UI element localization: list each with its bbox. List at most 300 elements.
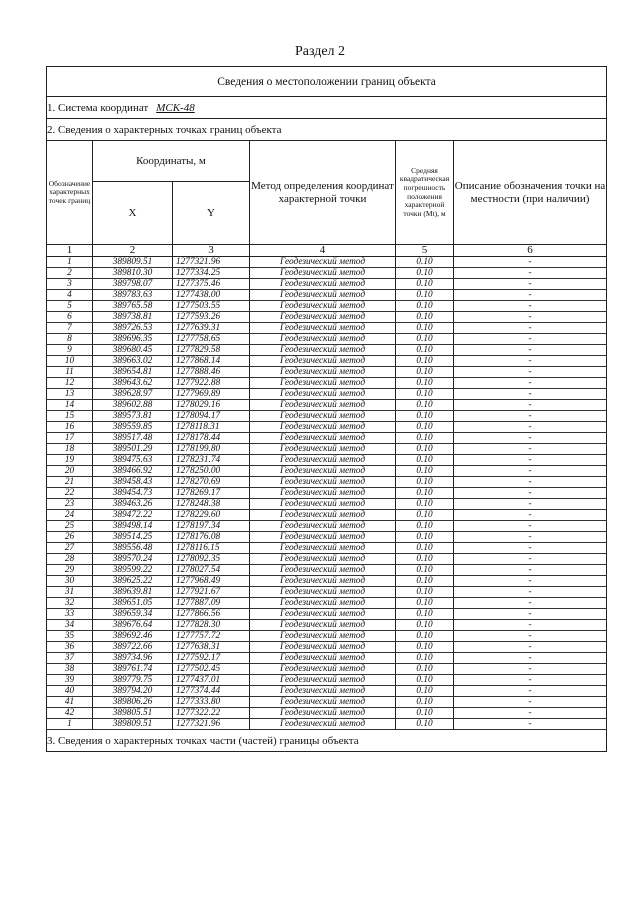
- point-method: Геодезический метод: [250, 598, 396, 609]
- point-method: Геодезический метод: [250, 664, 396, 675]
- point-mean-error: 0.10: [396, 675, 454, 686]
- table-row: [47, 488, 607, 499]
- point-mean-error: 0.10: [396, 301, 454, 312]
- part-section-row: [47, 730, 607, 752]
- point-x: 389472.22: [93, 510, 173, 521]
- point-number: 29: [47, 565, 93, 576]
- point-mean-error: 0.10: [396, 521, 454, 532]
- point-description: -: [454, 675, 607, 686]
- column-number: 5: [396, 245, 454, 257]
- column-numbers-row: [47, 245, 607, 257]
- header-point-designation: Обозначение характерных точек границ: [47, 141, 93, 245]
- point-description: -: [454, 367, 607, 378]
- point-description: -: [454, 312, 607, 323]
- point-method: Геодезический метод: [250, 378, 396, 389]
- point-number: 20: [47, 466, 93, 477]
- point-mean-error: 0.10: [396, 609, 454, 620]
- point-y: 1277829.58: [173, 345, 250, 356]
- point-method: Геодезический метод: [250, 279, 396, 290]
- point-description: -: [454, 510, 607, 521]
- point-method: Геодезический метод: [250, 620, 396, 631]
- point-description: -: [454, 565, 607, 576]
- point-number: 32: [47, 598, 93, 609]
- table-row: [47, 367, 607, 378]
- point-y: 1277638.31: [173, 642, 250, 653]
- point-mean-error: 0.10: [396, 708, 454, 719]
- point-x: 389783.63: [93, 290, 173, 301]
- point-method: Геодезический метод: [250, 587, 396, 598]
- point-description: -: [454, 686, 607, 697]
- point-mean-error: 0.10: [396, 455, 454, 466]
- table-row: [47, 301, 607, 312]
- point-x: 389794.20: [93, 686, 173, 697]
- point-mean-error: 0.10: [396, 411, 454, 422]
- point-mean-error: 0.10: [396, 510, 454, 521]
- point-method: Геодезический метод: [250, 367, 396, 378]
- point-description: -: [454, 554, 607, 565]
- header-y: Y: [173, 182, 250, 245]
- point-number: 17: [47, 433, 93, 444]
- point-number: 37: [47, 653, 93, 664]
- point-x: 389602.88: [93, 400, 173, 411]
- point-y: 1277758.65: [173, 334, 250, 345]
- point-x: 389643.62: [93, 378, 173, 389]
- column-number: 2: [93, 245, 173, 257]
- point-mean-error: 0.10: [396, 499, 454, 510]
- table-row: [47, 422, 607, 433]
- point-description: -: [454, 411, 607, 422]
- point-x: 389696.35: [93, 334, 173, 345]
- point-y: 1278269.17: [173, 488, 250, 499]
- point-description: -: [454, 642, 607, 653]
- table-row: [47, 279, 607, 290]
- point-x: 389466.92: [93, 466, 173, 477]
- point-number: 7: [47, 323, 93, 334]
- point-y: 1278176.08: [173, 532, 250, 543]
- point-y: 1278116.15: [173, 543, 250, 554]
- column-number: 1: [47, 245, 93, 257]
- point-method: Геодезический метод: [250, 675, 396, 686]
- point-description: -: [454, 543, 607, 554]
- point-mean-error: 0.10: [396, 290, 454, 301]
- table-row: [47, 477, 607, 488]
- point-method: Геодезический метод: [250, 301, 396, 312]
- point-x: 389628.97: [93, 389, 173, 400]
- point-number: 35: [47, 631, 93, 642]
- point-mean-error: 0.10: [396, 279, 454, 290]
- point-mean-error: 0.10: [396, 312, 454, 323]
- point-y: 1277503.55: [173, 301, 250, 312]
- point-method: Геодезический метод: [250, 433, 396, 444]
- header-mean-error: Средняя квадратическая погрешность положения характерной точки (Мt), м: [396, 141, 454, 245]
- point-y: 1277888.46: [173, 367, 250, 378]
- point-description: -: [454, 455, 607, 466]
- table-row: [47, 389, 607, 400]
- point-x: 389798.07: [93, 279, 173, 290]
- point-description: -: [454, 499, 607, 510]
- point-mean-error: 0.10: [396, 422, 454, 433]
- table-row: [47, 642, 607, 653]
- point-x: 389458.43: [93, 477, 173, 488]
- point-number: 6: [47, 312, 93, 323]
- point-y: 1277502.45: [173, 664, 250, 675]
- points-section-label: 2. Сведения о характерных точках границ объекта: [47, 119, 607, 141]
- point-method: Геодезический метод: [250, 466, 396, 477]
- point-mean-error: 0.10: [396, 686, 454, 697]
- point-mean-error: 0.10: [396, 587, 454, 598]
- table-row: [47, 290, 607, 301]
- point-description: -: [454, 422, 607, 433]
- point-description: -: [454, 719, 607, 730]
- table-row: [47, 587, 607, 598]
- table-row: [47, 653, 607, 664]
- point-mean-error: 0.10: [396, 257, 454, 268]
- point-x: 389573.81: [93, 411, 173, 422]
- point-mean-error: 0.10: [396, 444, 454, 455]
- point-x: 389599.22: [93, 565, 173, 576]
- point-y: 1278092.35: [173, 554, 250, 565]
- table-row: [47, 686, 607, 697]
- table-row: [47, 532, 607, 543]
- point-x: 389734.96: [93, 653, 173, 664]
- point-y: 1277592.17: [173, 653, 250, 664]
- header-description: Описание обозначения точки на местности (при наличии): [454, 141, 607, 245]
- point-y: 1277639.31: [173, 323, 250, 334]
- point-mean-error: 0.10: [396, 400, 454, 411]
- point-number: 33: [47, 609, 93, 620]
- column-number: 4: [250, 245, 396, 257]
- point-method: Геодезический метод: [250, 697, 396, 708]
- point-number: 1: [47, 257, 93, 268]
- point-y: 1277969.89: [173, 389, 250, 400]
- crs-row: [47, 97, 607, 119]
- table-row: [47, 521, 607, 532]
- point-mean-error: 0.10: [396, 532, 454, 543]
- point-method: Геодезический метод: [250, 565, 396, 576]
- table-row: [47, 675, 607, 686]
- table-row: [47, 433, 607, 444]
- point-x: 389517.48: [93, 433, 173, 444]
- table-header: [47, 67, 607, 257]
- point-description: -: [454, 389, 607, 400]
- point-number: 24: [47, 510, 93, 521]
- point-y: 1277593.26: [173, 312, 250, 323]
- point-description: -: [454, 334, 607, 345]
- point-method: Геодезический метод: [250, 290, 396, 301]
- point-x: 389556.48: [93, 543, 173, 554]
- table-row: [47, 620, 607, 631]
- table-row: [47, 697, 607, 708]
- point-method: Геодезический метод: [250, 334, 396, 345]
- point-number: 40: [47, 686, 93, 697]
- point-mean-error: 0.10: [396, 664, 454, 675]
- point-number: 12: [47, 378, 93, 389]
- table-title: Сведения о местоположении границ объекта: [47, 67, 607, 97]
- point-method: Геодезический метод: [250, 532, 396, 543]
- point-number: 8: [47, 334, 93, 345]
- point-description: -: [454, 290, 607, 301]
- point-y: 1278094.17: [173, 411, 250, 422]
- table-row: [47, 400, 607, 411]
- point-description: -: [454, 433, 607, 444]
- part-section-label: 3. Сведения о характерных точках части (частей) границы объекта: [47, 730, 607, 752]
- point-method: Геодезический метод: [250, 653, 396, 664]
- point-method: Геодезический метод: [250, 631, 396, 642]
- table-row: [47, 499, 607, 510]
- point-number: 27: [47, 543, 93, 554]
- point-number: 34: [47, 620, 93, 631]
- point-description: -: [454, 345, 607, 356]
- point-method: Геодезический метод: [250, 488, 396, 499]
- point-number: 23: [47, 499, 93, 510]
- point-method: Геодезический метод: [250, 576, 396, 587]
- table-row: [47, 312, 607, 323]
- point-mean-error: 0.10: [396, 367, 454, 378]
- point-y: 1278029.16: [173, 400, 250, 411]
- point-number: 31: [47, 587, 93, 598]
- point-x: 389779.75: [93, 675, 173, 686]
- table-row: [47, 719, 607, 730]
- table-row: [47, 510, 607, 521]
- point-method: Геодезический метод: [250, 609, 396, 620]
- table-row: [47, 576, 607, 587]
- point-y: 1278229.60: [173, 510, 250, 521]
- point-number: 10: [47, 356, 93, 367]
- point-number: 5: [47, 301, 93, 312]
- point-x: 389761.74: [93, 664, 173, 675]
- table-row: [47, 466, 607, 477]
- table-row: [47, 378, 607, 389]
- point-x: 389651.05: [93, 598, 173, 609]
- table-footer: [47, 730, 607, 752]
- point-method: Геодезический метод: [250, 510, 396, 521]
- table-row: [47, 455, 607, 466]
- point-method: Геодезический метод: [250, 257, 396, 268]
- point-x: 389639.81: [93, 587, 173, 598]
- point-number: 19: [47, 455, 93, 466]
- point-x: 389559.85: [93, 422, 173, 433]
- point-method: Геодезический метод: [250, 543, 396, 554]
- point-method: Геодезический метод: [250, 477, 396, 488]
- point-x: 389805.51: [93, 708, 173, 719]
- table-row: [47, 609, 607, 620]
- point-x: 389692.46: [93, 631, 173, 642]
- point-description: -: [454, 378, 607, 389]
- column-number: 6: [454, 245, 607, 257]
- point-number: 36: [47, 642, 93, 653]
- point-description: -: [454, 444, 607, 455]
- points-body: [47, 257, 607, 730]
- point-mean-error: 0.10: [396, 488, 454, 499]
- point-mean-error: 0.10: [396, 466, 454, 477]
- table-row: [47, 411, 607, 422]
- point-description: -: [454, 587, 607, 598]
- point-x: 389726.53: [93, 323, 173, 334]
- point-mean-error: 0.10: [396, 433, 454, 444]
- point-mean-error: 0.10: [396, 356, 454, 367]
- point-description: -: [454, 620, 607, 631]
- point-y: 1277922.88: [173, 378, 250, 389]
- point-method: Геодезический метод: [250, 554, 396, 565]
- table-row: [47, 554, 607, 565]
- point-number: 30: [47, 576, 93, 587]
- point-method: Геодезический метод: [250, 268, 396, 279]
- point-y: 1278248.38: [173, 499, 250, 510]
- point-number: 18: [47, 444, 93, 455]
- point-x: 389809.51: [93, 719, 173, 730]
- point-method: Геодезический метод: [250, 719, 396, 730]
- point-number: 26: [47, 532, 93, 543]
- point-x: 389501.29: [93, 444, 173, 455]
- crs-label: 1. Система координат: [47, 101, 149, 114]
- point-x: 389454.73: [93, 488, 173, 499]
- point-method: Геодезический метод: [250, 444, 396, 455]
- point-mean-error: 0.10: [396, 653, 454, 664]
- header-coordinates: Координаты, м: [93, 141, 250, 182]
- point-mean-error: 0.10: [396, 378, 454, 389]
- point-number: 28: [47, 554, 93, 565]
- point-method: Геодезический метод: [250, 356, 396, 367]
- point-x: 389514.25: [93, 532, 173, 543]
- point-x: 389809.51: [93, 257, 173, 268]
- point-x: 389498.14: [93, 521, 173, 532]
- section-title: Раздел 2: [294, 44, 346, 59]
- point-mean-error: 0.10: [396, 334, 454, 345]
- point-number: 9: [47, 345, 93, 356]
- point-mean-error: 0.10: [396, 554, 454, 565]
- point-method: Геодезический метод: [250, 455, 396, 466]
- point-description: -: [454, 521, 607, 532]
- point-method: Геодезический метод: [250, 389, 396, 400]
- point-y: 1277322.22: [173, 708, 250, 719]
- point-number: 3: [47, 279, 93, 290]
- point-number: 2: [47, 268, 93, 279]
- point-method: Геодезический метод: [250, 499, 396, 510]
- point-x: 389663.02: [93, 356, 173, 367]
- point-description: -: [454, 257, 607, 268]
- table-row: [47, 334, 607, 345]
- point-description: -: [454, 708, 607, 719]
- point-y: 1278250.00: [173, 466, 250, 477]
- point-method: Геодезический метод: [250, 642, 396, 653]
- point-description: -: [454, 664, 607, 675]
- header-method: Метод определения координат характерной точки: [250, 141, 396, 245]
- point-y: 1277757.72: [173, 631, 250, 642]
- point-number: 21: [47, 477, 93, 488]
- point-x: 389810.30: [93, 268, 173, 279]
- point-y: 1278270.69: [173, 477, 250, 488]
- point-y: 1277887.09: [173, 598, 250, 609]
- point-x: 389722.66: [93, 642, 173, 653]
- point-mean-error: 0.10: [396, 631, 454, 642]
- point-number: 42: [47, 708, 93, 719]
- point-x: 389676.64: [93, 620, 173, 631]
- point-description: -: [454, 653, 607, 664]
- table-row: [47, 598, 607, 609]
- point-description: -: [454, 576, 607, 587]
- table-row: [47, 565, 607, 576]
- point-number: 22: [47, 488, 93, 499]
- point-x: 389654.81: [93, 367, 173, 378]
- boundary-table: [46, 66, 607, 752]
- point-x: 389659.34: [93, 609, 173, 620]
- point-mean-error: 0.10: [396, 345, 454, 356]
- table-row: [47, 345, 607, 356]
- point-mean-error: 0.10: [396, 477, 454, 488]
- table-row: [47, 356, 607, 367]
- point-y: 1277921.67: [173, 587, 250, 598]
- point-description: -: [454, 609, 607, 620]
- header-row-top: [47, 141, 607, 182]
- point-x: 389463.26: [93, 499, 173, 510]
- point-mean-error: 0.10: [396, 719, 454, 730]
- point-description: -: [454, 279, 607, 290]
- point-y: 1277321.96: [173, 257, 250, 268]
- point-y: 1277437.01: [173, 675, 250, 686]
- table-row: [47, 257, 607, 268]
- point-x: 389806.26: [93, 697, 173, 708]
- point-description: -: [454, 301, 607, 312]
- point-y: 1277868.14: [173, 356, 250, 367]
- point-mean-error: 0.10: [396, 565, 454, 576]
- point-number: 39: [47, 675, 93, 686]
- point-y: 1278118.31: [173, 422, 250, 433]
- point-y: 1277866.56: [173, 609, 250, 620]
- point-method: Геодезический метод: [250, 400, 396, 411]
- point-mean-error: 0.10: [396, 543, 454, 554]
- table-row: [47, 664, 607, 675]
- point-method: Геодезический метод: [250, 345, 396, 356]
- point-x: 389475.63: [93, 455, 173, 466]
- point-description: -: [454, 323, 607, 334]
- point-number: 16: [47, 422, 93, 433]
- point-y: 1277438.00: [173, 290, 250, 301]
- point-x: 389680.45: [93, 345, 173, 356]
- header-x: X: [93, 182, 173, 245]
- point-number: 41: [47, 697, 93, 708]
- point-number: 13: [47, 389, 93, 400]
- point-description: -: [454, 268, 607, 279]
- point-y: 1277321.96: [173, 719, 250, 730]
- point-method: Геодезический метод: [250, 521, 396, 532]
- point-number: 11: [47, 367, 93, 378]
- point-description: -: [454, 488, 607, 499]
- point-method: Геодезический метод: [250, 686, 396, 697]
- point-mean-error: 0.10: [396, 389, 454, 400]
- point-y: 1278231.74: [173, 455, 250, 466]
- point-method: Геодезический метод: [250, 312, 396, 323]
- point-description: -: [454, 400, 607, 411]
- point-number: 38: [47, 664, 93, 675]
- table-row: [47, 323, 607, 334]
- point-mean-error: 0.10: [396, 576, 454, 587]
- point-mean-error: 0.10: [396, 697, 454, 708]
- point-method: Геодезический метод: [250, 411, 396, 422]
- point-method: Геодезический метод: [250, 422, 396, 433]
- point-x: 389570.24: [93, 554, 173, 565]
- table-title-row: [47, 67, 607, 97]
- point-description: -: [454, 477, 607, 488]
- point-number: 25: [47, 521, 93, 532]
- point-y: 1278178.44: [173, 433, 250, 444]
- crs-value: МСК-48: [156, 101, 195, 114]
- point-method: Геодезический метод: [250, 708, 396, 719]
- point-x: 389738.81: [93, 312, 173, 323]
- point-y: 1278199.80: [173, 444, 250, 455]
- point-mean-error: 0.10: [396, 323, 454, 334]
- table-row: [47, 444, 607, 455]
- point-description: -: [454, 598, 607, 609]
